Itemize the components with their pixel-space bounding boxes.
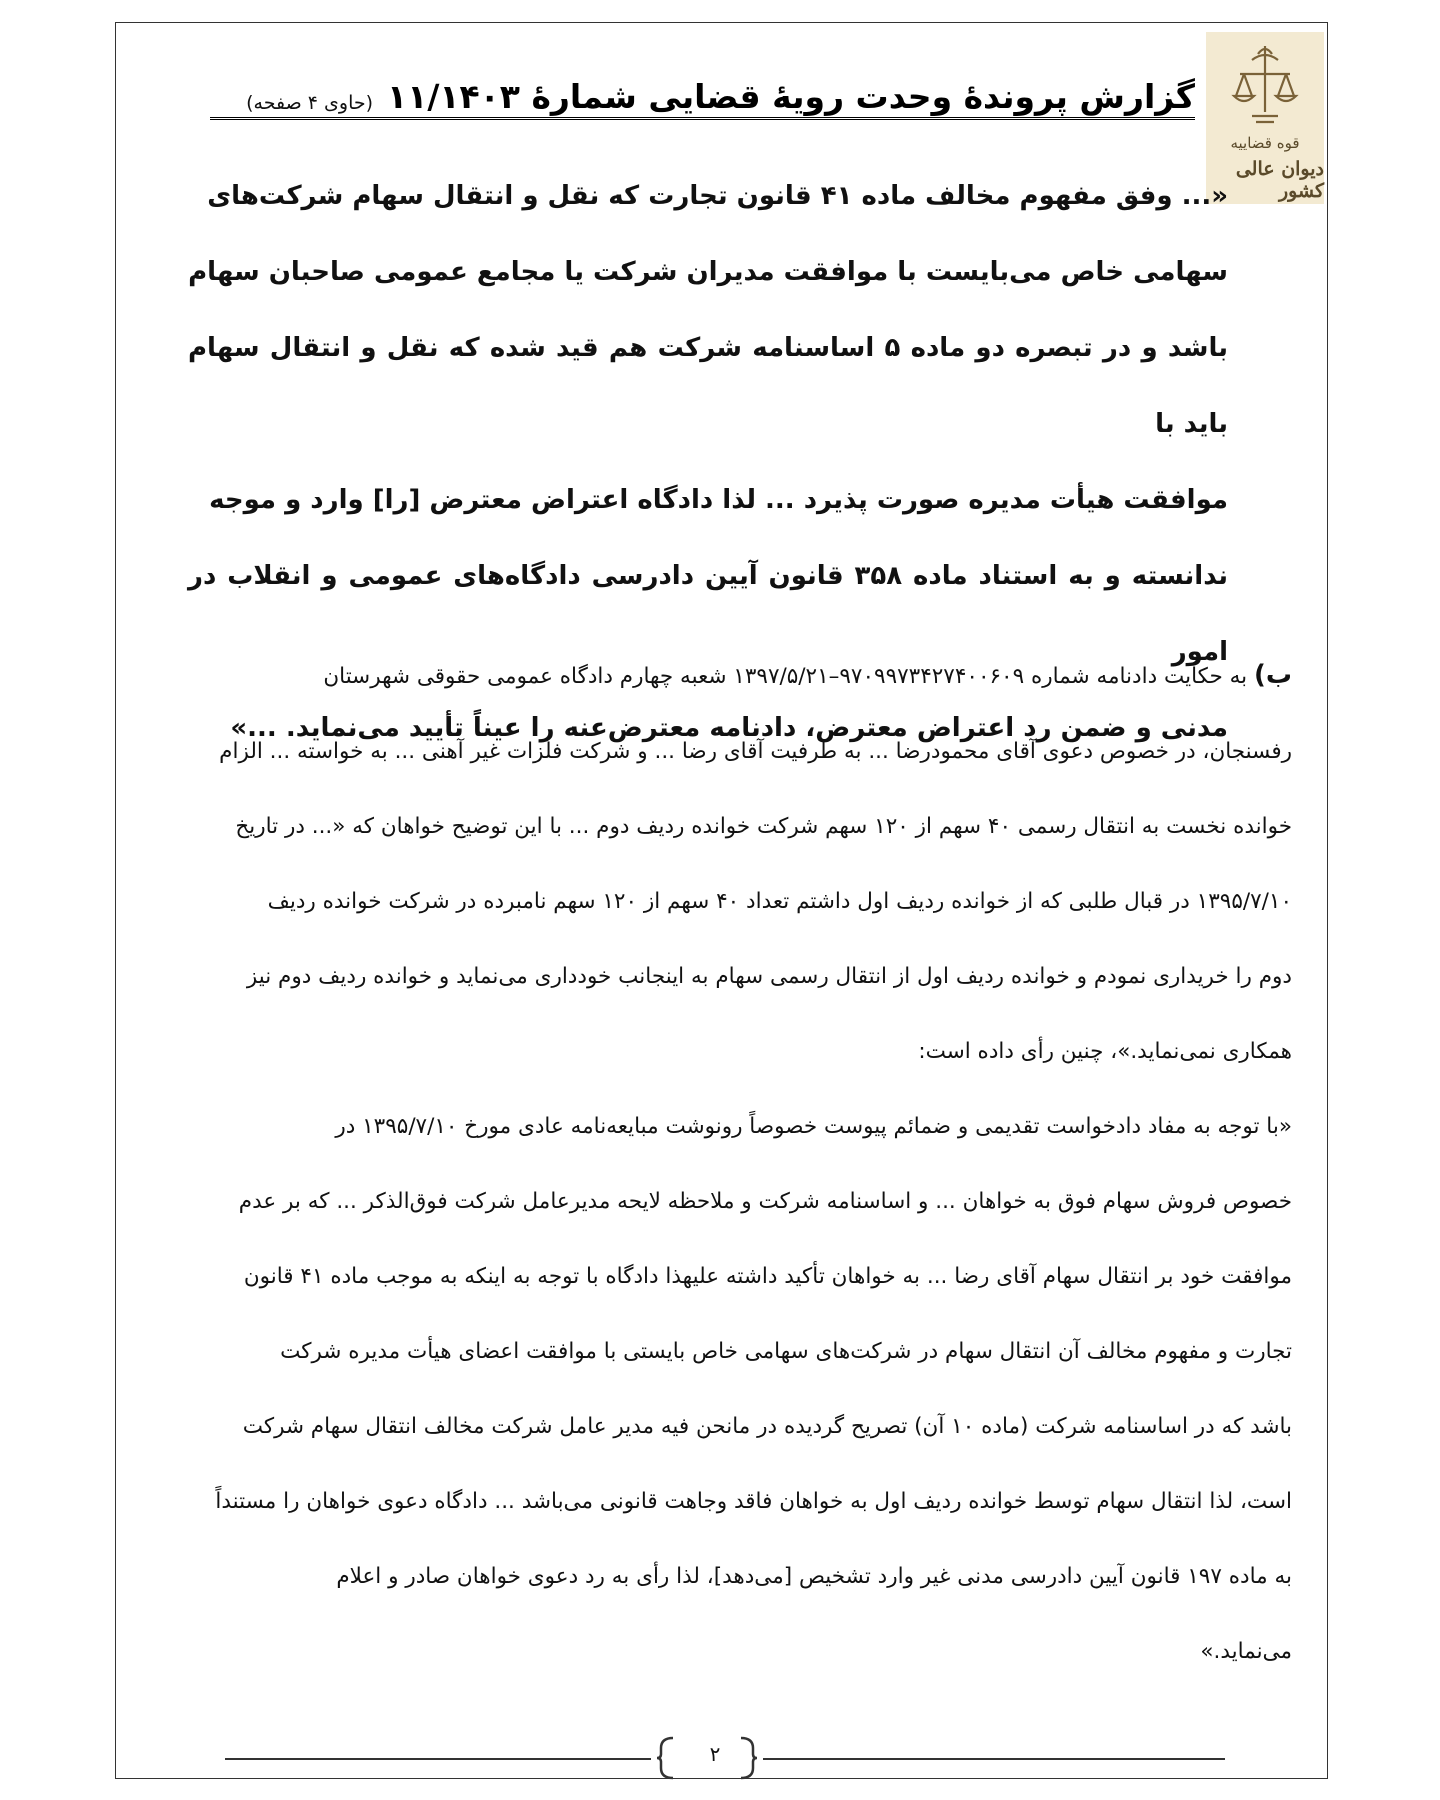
body-line: خوانده نخست به انتقال رسمی ۴۰ سهم از ۱۲۰ سهم شرکت خوانده ردیف دوم ... با این توضیح خواهان که «... در تاریخ [235, 814, 1292, 839]
body-line: تجارت و مفهوم مخالف آن انتقال سهام در شرکت‌های سهامی خاص بایستی با موافقت اعضای هیأت مدیره شرکت [280, 1339, 1292, 1364]
body-line: است، لذا انتقال سهام توسط خوانده ردیف اول به خواهان فاقد وجاهت قانونی می‌باشد ... دادگاه دعوی خواهان را مستنداً [215, 1489, 1292, 1514]
page-header [210, 64, 1195, 116]
quote-line: موافقت هیأت مدیره صورت پذیرد ... لذا دادگاه اعتراض معترض [را] وارد و موجه [209, 485, 1228, 515]
scales-of-justice-icon [1230, 40, 1300, 130]
page-number: ۲ [709, 1742, 721, 1766]
quote-line: سهامی خاص می‌بایست با موافقت مدیران شرکت یا مجامع عمومی صاحبان سهام [188, 257, 1228, 287]
logo-judiciary-label: قوه قضاییه [1230, 134, 1300, 152]
logo-supreme-court-label: دیوان عالی کشور [1235, 158, 1324, 202]
right-brace-icon [737, 1736, 759, 1780]
quote-line: «... وفق مفهوم مخالف ماده ۴۱ قانون تجارت که نقل و انتقال سهام شرکت‌های [207, 181, 1228, 211]
footer-rule-left [225, 1758, 651, 1760]
footer-rule-right [763, 1758, 1225, 1760]
quote-line: باشد و در تبصره دو ماده ۵ اساسنامه شرکت هم قید شده که نقل و انتقال سهام باید با [188, 333, 1228, 439]
court-ruling-quote [124, 1089, 1292, 1689]
body-line: «با توجه به مفاد دادخواست تقدیمی و ضمائم پیوست خصوصاً رونوشت مبایعه‌نامه عادی مورخ ۱۳۹۵/۷/۱۰ در [335, 1114, 1292, 1139]
body-text [124, 638, 1292, 1689]
body-line: همکاری نمی‌نماید.»، چنین رأی داده است: [918, 1039, 1292, 1064]
page-title: گزارش پروندۀ وحدت رویۀ قضایی شمارۀ ۱۱/۱۴۰۳ [387, 77, 1195, 116]
section-marker: ب) [1253, 660, 1292, 690]
header-underline [210, 117, 1195, 120]
body-line: رفسنجان، در خصوص دعوی آقای محمودرضا ... به طرفیت آقای رضا ... و شرکت فلزات غیر آهنی ... به خواسته ... الزام [219, 739, 1292, 764]
body-line: باشد که در اساسنامه شرکت (ماده ۱۰ آن) تصریح گردیده در مانحن فیه مدیر عامل شرکت مخالف انتقال سهام شرکت [242, 1414, 1292, 1439]
quote-line: مدنی و ضمن رد اعتراض معترض، دادنامه معترض‌عنه را عیناً تأیید می‌نماید. ...» [230, 713, 1228, 743]
body-line: دوم را خریداری نمودم و خوانده ردیف اول از انتقال رسمی سهام به اینجانب خودداری می‌نماید و خوانده ردیف دوم نیز [246, 964, 1292, 989]
page-footer [225, 1728, 1225, 1788]
body-line: می‌نماید.» [1200, 1639, 1292, 1664]
body-line: ۱۳۹۵/۷/۱۰ در قبال طلبی که از خوانده ردیف اول داشتم تعداد ۴۰ سهم از ۱۲۰ سهم نامبرده در شرکت خوانده ردیف [267, 889, 1292, 914]
section-b [124, 638, 1292, 1089]
body-line: خصوص فروش سهام فوق به خواهان ... و اساسنامه شرکت و ملاحظه لایحه مدیرعامل شرکت فوق‌الذکر ... که بر عدم [238, 1189, 1292, 1214]
body-line: موافقت خود بر انتقال سهام آقای رضا ... به خواهان تأکید داشته علیهذا دادگاه با توجه به اینکه به موجب ماده ۴۱ قانون [243, 1264, 1292, 1289]
body-line: به حکایت دادنامه شماره ۹۷۰۹۹۷۳۴۲۷۴۰۰۶۰۹–۱۳۹۷/۵/۲۱ شعبه چهارم دادگاه عمومی حقوقی شهرستان [323, 664, 1248, 689]
left-brace-icon [655, 1736, 677, 1780]
body-line: به ماده ۱۹۷ قانون آیین دادرسی مدنی غیر وارد تشخیص [می‌دهد]، لذا رأی به رد دعوی خواهان صادر و اعلام [336, 1564, 1292, 1589]
page-count-note: (حاوی ۴ صفحه) [246, 92, 374, 114]
quote-line: ندانسته و به استناد ماده ۳۵۸ قانون آیین دادرسی دادگاه‌های عمومی و انقلاب در امور [188, 561, 1228, 667]
